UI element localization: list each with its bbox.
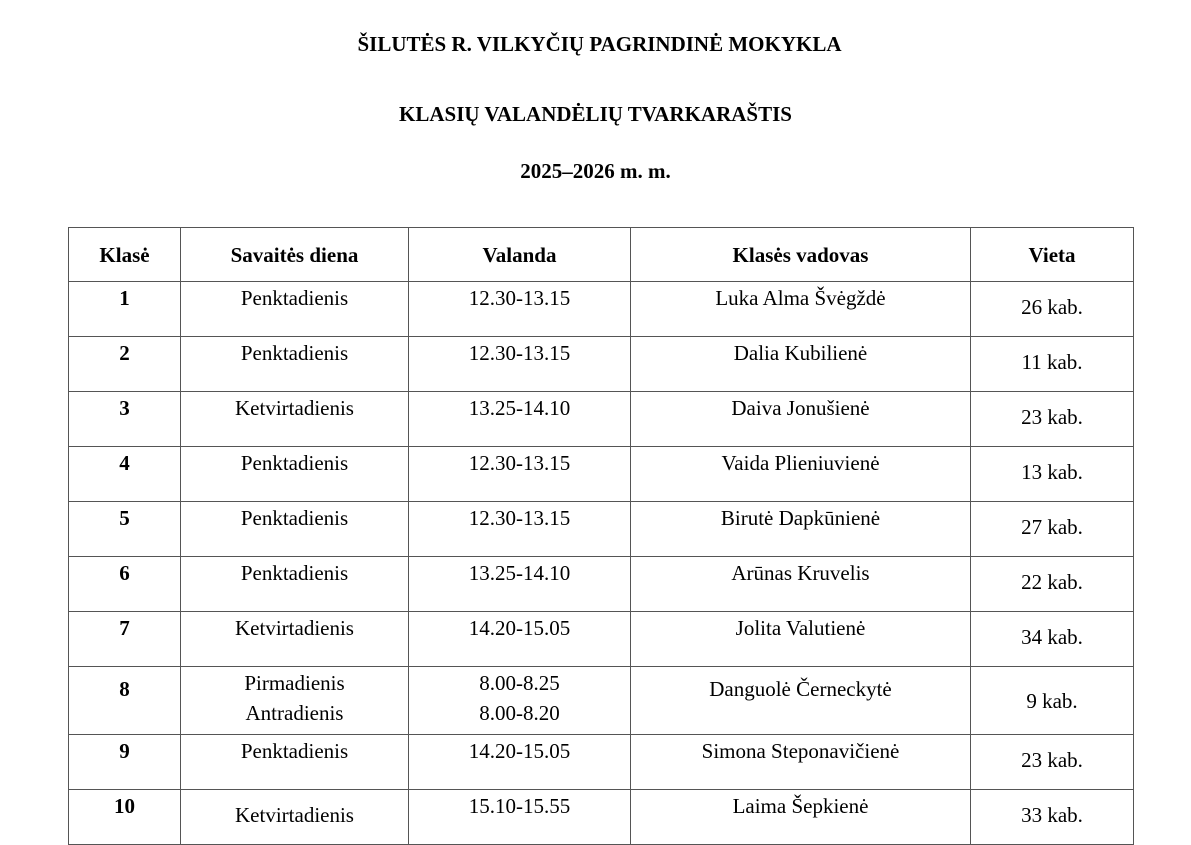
cell-vieta: 23 kab. xyxy=(971,735,1134,790)
cell-klase: 8 xyxy=(69,667,181,735)
cell-valanda: 12.30-13.15 xyxy=(409,502,631,557)
table-row xyxy=(69,502,1134,557)
cell-valanda: 13.25-14.10 xyxy=(409,557,631,612)
cell-vieta: 23 kab. xyxy=(971,392,1134,447)
cell-valanda: 15.10-15.55 xyxy=(409,790,631,845)
cell-valanda-line: 8.00-8.25 xyxy=(479,671,560,695)
cell-vadovas: Vaida Plieniuvienė xyxy=(631,447,971,502)
cell-valanda xyxy=(409,667,631,735)
cell-vieta: 34 kab. xyxy=(971,612,1134,667)
cell-vadovas: Dalia Kubilienė xyxy=(631,337,971,392)
cell-diena: Penktadienis xyxy=(181,502,409,557)
school-year: 2025–2026 m. m. xyxy=(520,159,671,183)
cell-valanda: 14.20-15.05 xyxy=(409,612,631,667)
schedule-table xyxy=(68,227,1134,845)
table-row xyxy=(69,557,1134,612)
column-header-vadovas: Klasės vadovas xyxy=(631,228,971,282)
cell-klase: 6 xyxy=(69,557,181,612)
cell-valanda: 13.25-14.10 xyxy=(409,392,631,447)
cell-klase: 4 xyxy=(69,447,181,502)
cell-diena-line: Pirmadienis xyxy=(244,671,345,695)
cell-vieta: 26 kab. xyxy=(971,282,1134,337)
cell-klase: 5 xyxy=(69,502,181,557)
cell-klase: 1 xyxy=(69,282,181,337)
cell-vadovas: Daiva Jonušienė xyxy=(631,392,971,447)
table-header-row xyxy=(69,228,1134,282)
table-row xyxy=(69,790,1134,845)
cell-klase: 10 xyxy=(69,790,181,845)
cell-diena xyxy=(181,667,409,735)
cell-diena: Ketvirtadienis xyxy=(181,790,409,845)
cell-vadovas: Birutė Dapkūnienė xyxy=(631,502,971,557)
cell-klase: 3 xyxy=(69,392,181,447)
cell-valanda: 12.30-13.15 xyxy=(409,447,631,502)
schedule-title: KLASIŲ VALANDĖLIŲ TVARKARAŠTIS xyxy=(399,102,792,126)
cell-diena-line: Antradienis xyxy=(245,701,344,725)
cell-vieta: 9 kab. xyxy=(971,667,1134,735)
cell-vieta: 22 kab. xyxy=(971,557,1134,612)
cell-vadovas: Jolita Valutienė xyxy=(631,612,971,667)
cell-diena: Penktadienis xyxy=(181,447,409,502)
cell-vieta: 33 kab. xyxy=(971,790,1134,845)
cell-klase: 7 xyxy=(69,612,181,667)
cell-diena: Penktadienis xyxy=(181,735,409,790)
column-header-vieta: Vieta xyxy=(971,228,1134,282)
cell-vadovas: Simona Steponavičienė xyxy=(631,735,971,790)
column-header-klase: Klasė xyxy=(69,228,181,282)
column-header-diena: Savaitės diena xyxy=(181,228,409,282)
table-row xyxy=(69,447,1134,502)
table-row xyxy=(69,735,1134,790)
cell-valanda: 14.20-15.05 xyxy=(409,735,631,790)
table-row xyxy=(69,337,1134,392)
cell-vieta: 11 kab. xyxy=(971,337,1134,392)
cell-vieta: 27 kab. xyxy=(971,502,1134,557)
cell-diena: Penktadienis xyxy=(181,557,409,612)
table-row xyxy=(69,282,1134,337)
cell-valanda-line: 8.00-8.20 xyxy=(479,701,560,725)
cell-vadovas: Luka Alma Švėgždė xyxy=(631,282,971,337)
cell-valanda: 12.30-13.15 xyxy=(409,282,631,337)
cell-valanda: 12.30-13.15 xyxy=(409,337,631,392)
cell-vadovas: Danguolė Černeckytė xyxy=(631,667,971,735)
table-row xyxy=(69,392,1134,447)
school-name: ŠILUTĖS R. VILKYČIŲ PAGRINDINĖ MOKYKLA xyxy=(357,32,842,56)
cell-vieta: 13 kab. xyxy=(971,447,1134,502)
table-row xyxy=(69,612,1134,667)
column-header-valanda: Valanda xyxy=(409,228,631,282)
cell-vadovas: Laima Šepkienė xyxy=(631,790,971,845)
cell-diena: Ketvirtadienis xyxy=(181,612,409,667)
cell-vadovas: Arūnas Kruvelis xyxy=(631,557,971,612)
cell-diena: Penktadienis xyxy=(181,337,409,392)
cell-diena: Ketvirtadienis xyxy=(181,392,409,447)
cell-klase: 2 xyxy=(69,337,181,392)
table-row xyxy=(69,667,1134,735)
cell-klase: 9 xyxy=(69,735,181,790)
cell-diena: Penktadienis xyxy=(181,282,409,337)
